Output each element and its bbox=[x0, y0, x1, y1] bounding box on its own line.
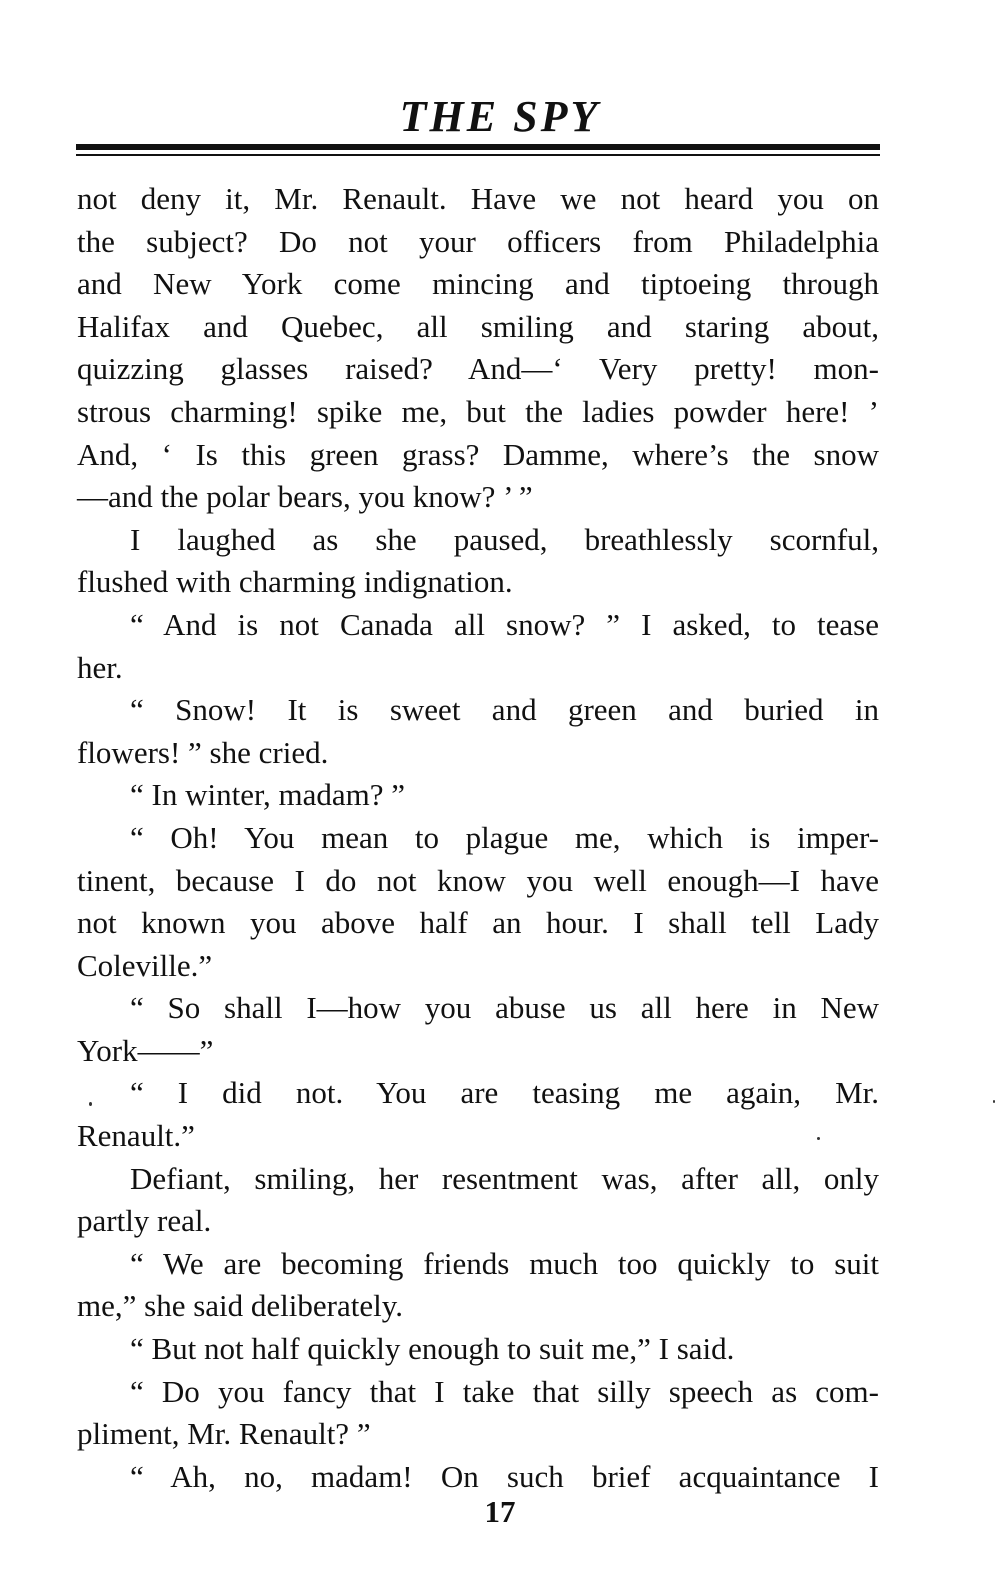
text-line: flushed with charming indignation. bbox=[77, 564, 513, 600]
page-number: 17 bbox=[484, 1494, 516, 1529]
text-line: “ Ah, no, madam! On such brief acquaintance I bbox=[130, 1458, 879, 1494]
text-line: Halifax and Quebec, all smiling and staring about, bbox=[77, 308, 879, 344]
text-line: “ And is not Canada all snow? ” I asked, to tease bbox=[130, 606, 879, 642]
text-line: flowers! ” she cried. bbox=[77, 734, 329, 770]
speck bbox=[817, 1137, 820, 1140]
text-line: Defiant, smiling, her resentment was, after all, only bbox=[130, 1160, 879, 1196]
text-line: —and the polar bears, you know? ’ ” bbox=[77, 479, 533, 515]
text-line: not deny it, Mr. Renault. Have we not heard you on bbox=[77, 181, 879, 216]
text-line: not known you above half an hour. I shall tell Lady bbox=[77, 905, 879, 941]
body-text bbox=[77, 178, 879, 1498]
text-line: And, ‘ Is this green grass? Damme, where’s the snow bbox=[77, 436, 879, 472]
text-line: partly real. bbox=[77, 1203, 212, 1239]
text-line: “ Oh! You mean to plague me, which is imper- bbox=[130, 819, 879, 855]
text-line: York——” bbox=[77, 1032, 214, 1068]
text-line: “ In winter, madam? ” bbox=[130, 777, 406, 813]
text-line: her. bbox=[77, 649, 123, 685]
text-line: the subject? Do not your officers from Philadelphia bbox=[77, 223, 879, 259]
text-line: Coleville.” bbox=[77, 947, 213, 983]
text-line: “ Snow! It is sweet and green and buried in bbox=[130, 692, 879, 728]
text-line: strous charming! spike me, but the ladies powder here! ’ bbox=[77, 393, 879, 429]
text-line: pliment, Mr. Renault? ” bbox=[77, 1416, 371, 1452]
text-line: “ But not half quickly enough to suit me,” I said. bbox=[130, 1331, 735, 1367]
text-line: “ I did not. You are teasing me again, Mr. bbox=[130, 1075, 879, 1111]
text-line: “ Do you fancy that I take that silly speech as com- bbox=[130, 1373, 879, 1409]
text-line: I laughed as she paused, breathlessly scornful, bbox=[130, 521, 879, 557]
text-line: tinent, because I do not know you well enough—I have bbox=[77, 862, 879, 898]
text-line: quizzing glasses raised? And—‘ Very pretty! mon- bbox=[77, 351, 879, 387]
text-line: “ We are becoming friends much too quickly to suit bbox=[130, 1245, 879, 1281]
running-head-title: THE SPY bbox=[399, 92, 601, 141]
speck bbox=[993, 1100, 995, 1103]
text-line: me,” she said deliberately. bbox=[77, 1288, 403, 1324]
text-line: and New York come mincing and tiptoeing through bbox=[77, 266, 879, 302]
speck bbox=[89, 1102, 92, 1106]
header-rule-thick bbox=[76, 144, 880, 150]
text-line: “ So shall I—how you abuse us all here in New bbox=[130, 990, 879, 1026]
header-rule-thin bbox=[76, 154, 880, 156]
text-line: Renault.” bbox=[77, 1118, 195, 1154]
